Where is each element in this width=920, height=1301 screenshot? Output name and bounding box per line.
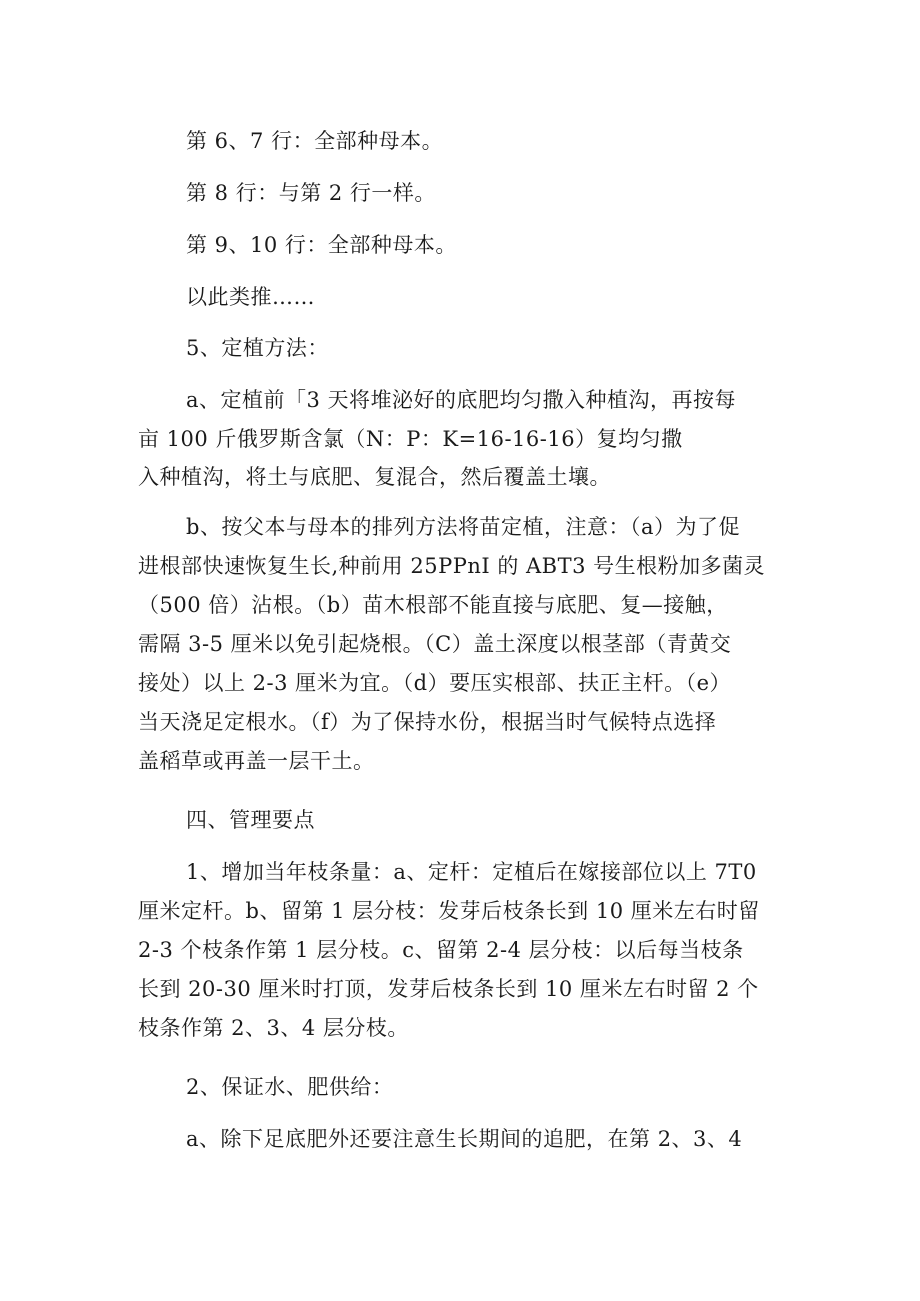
text-line: 厘米定杆。b、留第 1 层分枝：发芽后枝条长到 10 厘米左右时留 bbox=[138, 899, 760, 923]
text-line: 当天浇足定根水。（f）为了保持水份，根据当时气候特点选择 bbox=[138, 710, 717, 734]
text-line: 第 6、7 行：全部种母本。 bbox=[186, 129, 444, 153]
text-line: 第 9、10 行：全部种母本。 bbox=[186, 233, 457, 257]
text-line: 接处）以上 2-3 厘米为宜。（d）要压实根部、扶正主杆。（e） bbox=[138, 671, 732, 695]
text-line: 以此类推…… bbox=[186, 285, 315, 309]
text-line: a、定植前「3 天将堆泌好的底肥均匀撒入种植沟，再按每 bbox=[186, 388, 737, 412]
section-heading: 2、保证水、肥供给： bbox=[186, 1075, 394, 1099]
text-line: 2-3 个枝条作第 1 层分枝。c、留第 2-4 层分枝：以后每当枝条 bbox=[138, 938, 744, 962]
text-line: 长到 20-30 厘米时打顶，发芽后枝条长到 10 厘米左右时留 2 个 bbox=[138, 977, 759, 1001]
section-heading: 四、管理要点 bbox=[186, 808, 315, 832]
text-line: 进根部快速恢复生长,种前用 25PPnI 的 ABT3 号生根粉加多菌灵 bbox=[138, 554, 766, 578]
text-line: b、按父本与母本的排列方法将苗定植，注意：（a）为了促 bbox=[186, 515, 740, 539]
text-line: 入种植沟，将土与底肥、复混合，然后覆盖土壤。 bbox=[138, 465, 611, 489]
text-line: a、除下足底肥外还要注意生长期间的追肥，在第 2、3、4 bbox=[186, 1127, 743, 1151]
text-line: 需隔 3-5 厘米以免引起烧根。（C）盖土深度以根茎部（青黄交 bbox=[138, 632, 732, 656]
text-line: 枝条作第 2、3、4 层分枝。 bbox=[138, 1016, 409, 1040]
text-line: 亩 100 斤俄罗斯含氯（N：P：K=16-16-16）复均匀撒 bbox=[138, 427, 683, 451]
text-line: （500 倍）沾根。（b）苗木根部不能直接与底肥、复—接触， bbox=[138, 593, 728, 617]
text-line: 1、增加当年枝条量：a、定杆：定植后在嫁接部位以上 7T0 bbox=[186, 860, 757, 884]
text-line: 盖稻草或再盖一层干土。 bbox=[138, 749, 375, 773]
text-line: 第 8 行：与第 2 行一样。 bbox=[186, 181, 436, 205]
section-heading: 5、定植方法： bbox=[186, 336, 329, 360]
